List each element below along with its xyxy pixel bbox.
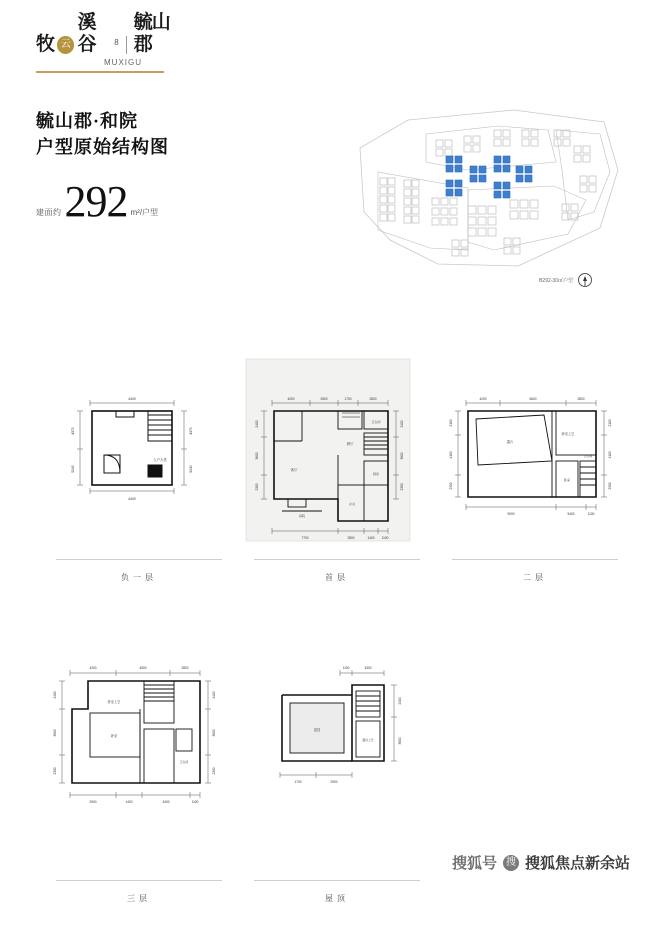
- footer-account-label: 搜狐焦点新余站: [524, 856, 630, 872]
- svg-text:餐厅: 餐厅: [346, 442, 354, 446]
- svg-text:2800: 2800: [577, 397, 585, 401]
- svg-text:6600: 6600: [529, 397, 537, 401]
- svg-text:2800: 2800: [181, 666, 189, 670]
- site-plan: [318, 100, 628, 285]
- svg-text:1100: 1100: [342, 666, 350, 670]
- svg-text:2300: 2300: [53, 767, 57, 775]
- svg-text:1400: 1400: [367, 536, 375, 540]
- svg-text:2300: 2300: [608, 482, 612, 490]
- sohu-badge-icon: 搜: [503, 855, 519, 871]
- svg-text:4200: 4200: [287, 397, 295, 401]
- svg-text:卫生间: 卫生间: [583, 454, 593, 458]
- floor-plan-drawing-f2: [440, 345, 630, 555]
- svg-text:2800: 2800: [347, 536, 355, 540]
- svg-text:4370: 4370: [71, 427, 75, 435]
- floor-plan-card-f1: [242, 345, 432, 585]
- footer-platform-label: 搜狐号: [451, 856, 497, 872]
- floor-plan-drawing-f1: [242, 345, 432, 555]
- page-title-line-1: 毓山郡·和院: [36, 111, 139, 131]
- footer-watermark: [452, 852, 630, 873]
- svg-text:5240: 5240: [71, 465, 75, 473]
- svg-text:1700: 1700: [344, 397, 352, 401]
- floor-plan-caption-b1: 负一层: [121, 573, 157, 582]
- svg-text:1100: 1100: [381, 536, 389, 540]
- svg-text:4200: 4200: [479, 397, 487, 401]
- svg-text:厨房: 厨房: [372, 472, 380, 476]
- floor-plan-drawing-roof: [242, 651, 432, 876]
- floor-plan-card-f3: [44, 651, 234, 906]
- area-callout: [36, 177, 159, 226]
- svg-text:卧室上空: 卧室上空: [107, 700, 121, 704]
- svg-text:2800: 2800: [369, 397, 377, 401]
- floor-plan-caption-f2: 二层: [523, 573, 547, 582]
- svg-text:2300: 2300: [449, 482, 453, 490]
- svg-text:2300: 2300: [400, 483, 404, 491]
- svg-text:9000: 9000: [507, 512, 515, 516]
- svg-text:卫生间: 卫生间: [371, 420, 381, 424]
- svg-text:2400: 2400: [53, 691, 57, 699]
- floor-plan-caption-rule-b1: [56, 559, 222, 585]
- area-label: 建面约: [36, 208, 62, 217]
- svg-text:5400: 5400: [567, 512, 575, 516]
- floor-plan-caption-rule-f1: [254, 559, 420, 585]
- svg-text:入户大堂: 入户大堂: [153, 458, 167, 462]
- svg-text:1700: 1700: [294, 780, 302, 784]
- svg-text:4370: 4370: [189, 427, 193, 435]
- svg-text:2900: 2900: [89, 800, 97, 804]
- svg-text:2400: 2400: [398, 697, 402, 705]
- brand-underline: [36, 71, 164, 73]
- svg-text:3600: 3600: [398, 737, 402, 745]
- floor-plan-card-b1: [44, 345, 234, 585]
- svg-text:露台上空: 露台上空: [362, 738, 374, 742]
- svg-text:5240: 5240: [189, 465, 193, 473]
- svg-text:2100: 2100: [608, 419, 612, 427]
- svg-text:4400: 4400: [128, 397, 136, 401]
- brand-name-left: 牧: [36, 34, 55, 55]
- svg-text:1100: 1100: [587, 512, 595, 516]
- site-plan-legend: [539, 273, 592, 287]
- floor-plan-caption-f3: 三层: [127, 894, 151, 903]
- svg-text:3400: 3400: [364, 666, 372, 670]
- svg-text:卫生间: 卫生间: [179, 760, 189, 764]
- svg-text:卧室: 卧室: [563, 478, 571, 482]
- svg-text:1400: 1400: [125, 800, 133, 804]
- site-plan-legend-label: B292-30㎡户型: [539, 277, 573, 284]
- svg-text:庭院: 庭院: [298, 514, 306, 518]
- floor-plan-drawing-f3: [44, 651, 234, 876]
- svg-text:4100: 4100: [449, 451, 453, 459]
- svg-text:1100: 1100: [191, 800, 199, 804]
- svg-text:2900: 2900: [330, 780, 338, 784]
- svg-text:3600: 3600: [255, 452, 259, 460]
- svg-text:2300: 2300: [212, 767, 216, 775]
- svg-text:卧室: 卧室: [110, 734, 118, 738]
- svg-text:4200: 4200: [89, 666, 97, 670]
- svg-text:4400: 4400: [128, 497, 136, 501]
- floor-plan-drawing-b1: [44, 345, 234, 555]
- svg-text:玄关: 玄关: [348, 502, 356, 506]
- svg-text:客厅: 客厅: [290, 468, 298, 472]
- floor-plan-caption-rule-f2: [452, 559, 618, 585]
- svg-text:2400: 2400: [400, 420, 404, 428]
- svg-text:2500: 2500: [320, 397, 328, 401]
- svg-text:2300: 2300: [255, 483, 259, 491]
- brand-name-mid: 溪谷: [77, 12, 96, 55]
- svg-text:4500: 4500: [139, 666, 147, 670]
- brand-logo-row: [36, 12, 186, 56]
- svg-text:卧室上空: 卧室上空: [561, 432, 575, 436]
- floor-plan-caption-rule-f3: [56, 880, 222, 906]
- svg-text:露台: 露台: [506, 440, 514, 444]
- area-value: 292: [64, 177, 128, 226]
- svg-text:3600: 3600: [53, 729, 57, 737]
- svg-text:2100: 2100: [449, 419, 453, 427]
- svg-text:3600: 3600: [212, 729, 216, 737]
- area-unit: m²/户型: [130, 208, 159, 217]
- page-title: [36, 108, 169, 160]
- brand-name-right: 毓山郡: [133, 12, 170, 55]
- brand-seal-icon: 云: [57, 36, 74, 54]
- floor-plan-card-f2: [440, 345, 630, 585]
- svg-text:2400: 2400: [212, 691, 216, 699]
- brand-superscript: 8: [114, 38, 119, 47]
- floor-plan-row-1: [0, 345, 660, 585]
- compass-north-icon: [578, 273, 592, 287]
- brand-logo: [36, 12, 186, 70]
- floor-plan-card-roof: [242, 651, 432, 906]
- svg-text:4100: 4100: [608, 451, 612, 459]
- page-title-line-2: 户型原始结构图: [36, 137, 169, 157]
- brand-divider: [126, 36, 127, 54]
- floor-plan-caption-roof: 屋顶: [325, 894, 349, 903]
- svg-text:屋顶: 屋顶: [313, 728, 321, 732]
- svg-text:3600: 3600: [400, 452, 404, 460]
- floor-plan-caption-rule-roof: [254, 880, 420, 906]
- floor-plan-grid: [0, 345, 660, 932]
- svg-text:2400: 2400: [255, 420, 259, 428]
- floor-plan-caption-f1: 首层: [325, 573, 349, 582]
- svg-text:3400: 3400: [162, 800, 170, 804]
- svg-text:7700: 7700: [301, 536, 309, 540]
- brand-subtitle: MUXIGU: [104, 58, 142, 67]
